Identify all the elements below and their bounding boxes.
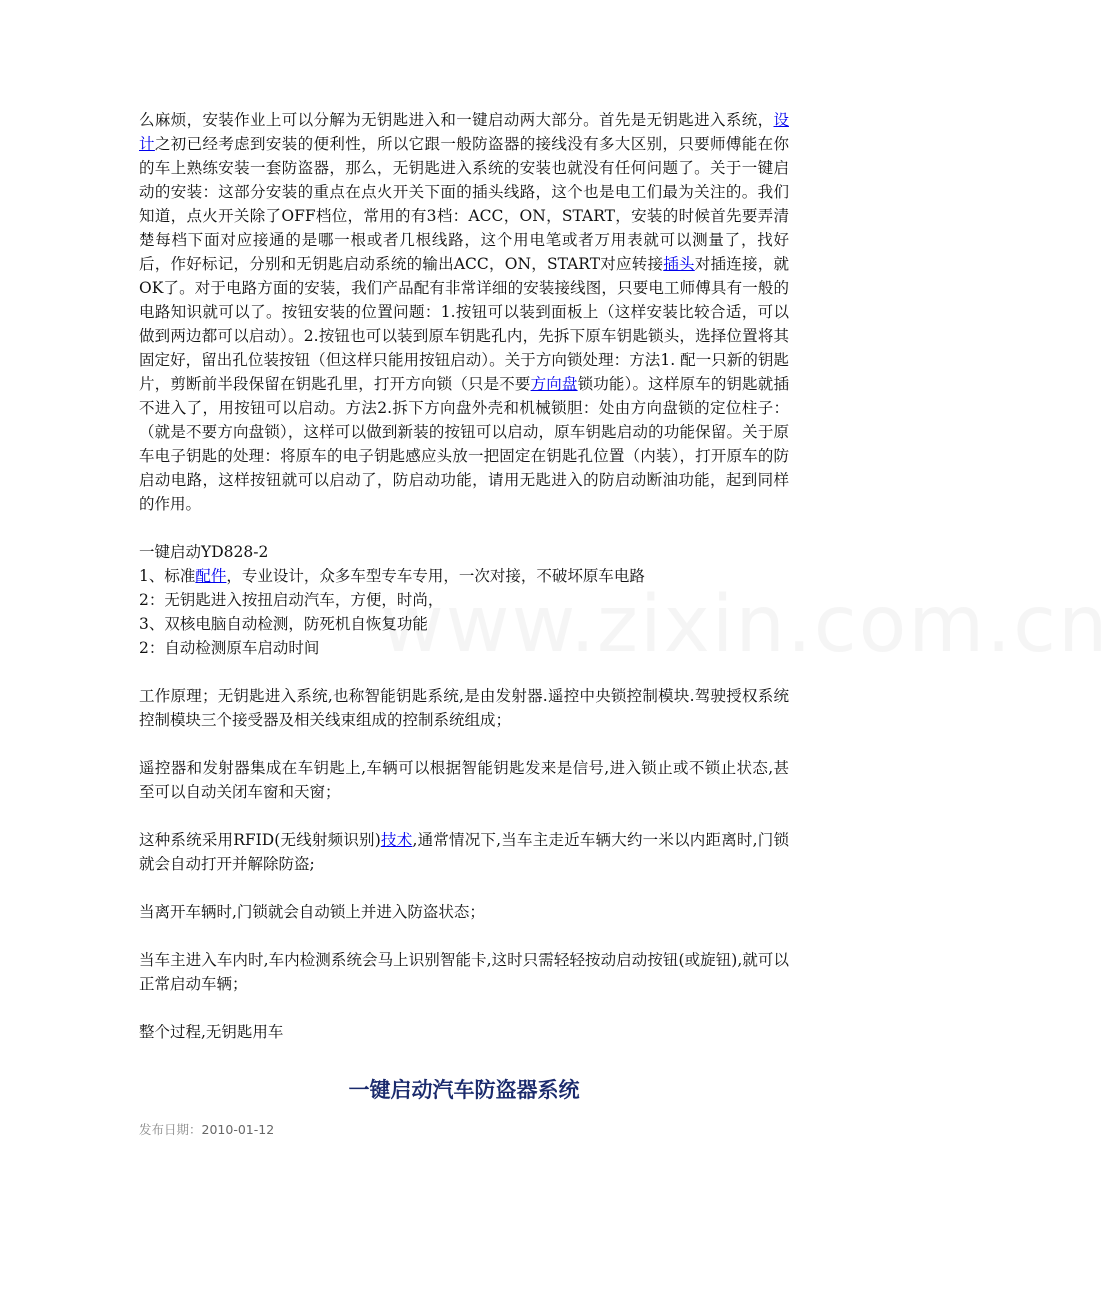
link-steering-wheel[interactable]: 方向盘	[530, 375, 578, 393]
text: 之初已经考虑到安装的便利性，所以它跟一般防盗器的接线没有多大区别，只要师傅能在你的车上熟练安装一套防盗器，那么，无钥匙进入系统的安装也就没有任何问题了。关于一键启动的安装：这部分安装的重点在点火开关下面的插头线路，这个也是电工们最为关注的。我们知道，点火开关除了OFF档位，常用的有3档：ACC，ON，START，安装的时候首先要弄清楚每档下面对应接通的是哪一根或者几根线路，这个用电笔或者万用表就可以测量了，找好后，作好标记，分别和无钥匙启动系统的输出ACC，ON，START对应转接	[139, 135, 789, 273]
list-item: 2：无钥匙进入按扭启动汽车，方便，时尚，	[139, 591, 444, 609]
list-item: 2：自动检测原车启动时间	[139, 639, 320, 657]
text: ,通常情况下,当车主走近车辆大约一米以内距离时,门锁就会自动打开并解除防盗;	[139, 831, 789, 873]
list-item	[139, 564, 789, 588]
paragraph-rfid	[139, 828, 789, 876]
date-value: 2010-01-12	[201, 1122, 275, 1137]
text: 这种系统采用RFID(无线射频识别)	[139, 831, 381, 849]
text: 么麻烦，安装作业上可以分解为无钥匙进入和一键启动两大部分。首先是无钥匙进入系统，	[139, 111, 774, 129]
link-design[interactable]: 设计	[139, 111, 789, 153]
feature-list	[139, 540, 789, 660]
paragraph-installation	[139, 108, 789, 516]
paragraph-summary: 整个过程,无钥匙用车	[139, 1023, 284, 1041]
text: 对插连接，就OK了。对于电路方面的安装，我们产品配有非常详细的安装接线图，只要电工师傅具有一般的电路知识就可以了。按钮安装的位置问题：1.按钮可以装到面板上（这样安装比较合适，可以做到两边都可以启动）。2.按钮也可以装到原车钥匙孔内，先拆下原车钥匙锁头，选择位置将其固定好，留出孔位装按钮（但这样只能用按钮启动）。关于方向锁处理：方法1. 配一只新的钥匙片，剪断前半段保留在钥匙孔里，打开方向锁（只是不要	[139, 255, 789, 393]
link-accessories[interactable]: 配件	[195, 567, 227, 585]
article	[139, 108, 789, 1138]
link-technology[interactable]: 技术	[380, 831, 413, 849]
feature-list-title: 一键启动YD828-2	[139, 543, 269, 561]
date-label: 发布日期：	[139, 1122, 202, 1137]
paragraph-remote: 遥控器和发射器集成在车钥匙上,车辆可以根据智能钥匙发来是信号,进入锁止或不锁止状态,甚至可以自动关闭车窗和天窗；	[139, 759, 789, 801]
publish-date	[139, 1120, 789, 1138]
text: ，专业设计，众多车型专车专用，一次对接，不破坏原车电路	[226, 567, 645, 585]
paragraph-principle: 工作原理；无钥匙进入系统,也称智能钥匙系统,是由发射器.遥控中央锁控制模块.驾驶授权系统控制模块三个接受器及相关线束组成的控制系统组成；	[139, 687, 789, 729]
text: 锁功能）。这样原车的钥匙就插不进入了，用按钮可以启动。方法2.拆下方向盘外壳和机械锁胆：处由方向盘锁的定位柱子：（就是不要方向盘锁），这样可以做到新装的按钮可以启动，原车钥匙启动的功能保留。关于原车电子钥匙的处理：将原车的电子钥匙感应头放一把固定在钥匙孔位置（内装），打开原车的防启动电路，这样按钮就可以启动了，防启动功能，请用无匙进入的防启动断油功能，起到同样的作用。	[139, 375, 789, 513]
link-plug[interactable]: 插头	[663, 255, 695, 273]
list-item: 3、双核电脑自动检测，防死机自恢复功能	[139, 615, 428, 633]
page-title: 一键启动汽车防盗器系统	[348, 1078, 580, 1102]
watermark: www.zixin.com.cn	[380, 580, 1109, 670]
paragraph-leaving: 当离开车辆时,门锁就会自动锁上并进入防盗状态；	[139, 903, 485, 921]
text: 1、标准	[139, 567, 196, 585]
paragraph-entering: 当车主进入车内时,车内检测系统会马上识别智能卡,这时只需轻轻按动启动按钮(或旋钮),就可以正常启动车辆；	[139, 951, 789, 993]
